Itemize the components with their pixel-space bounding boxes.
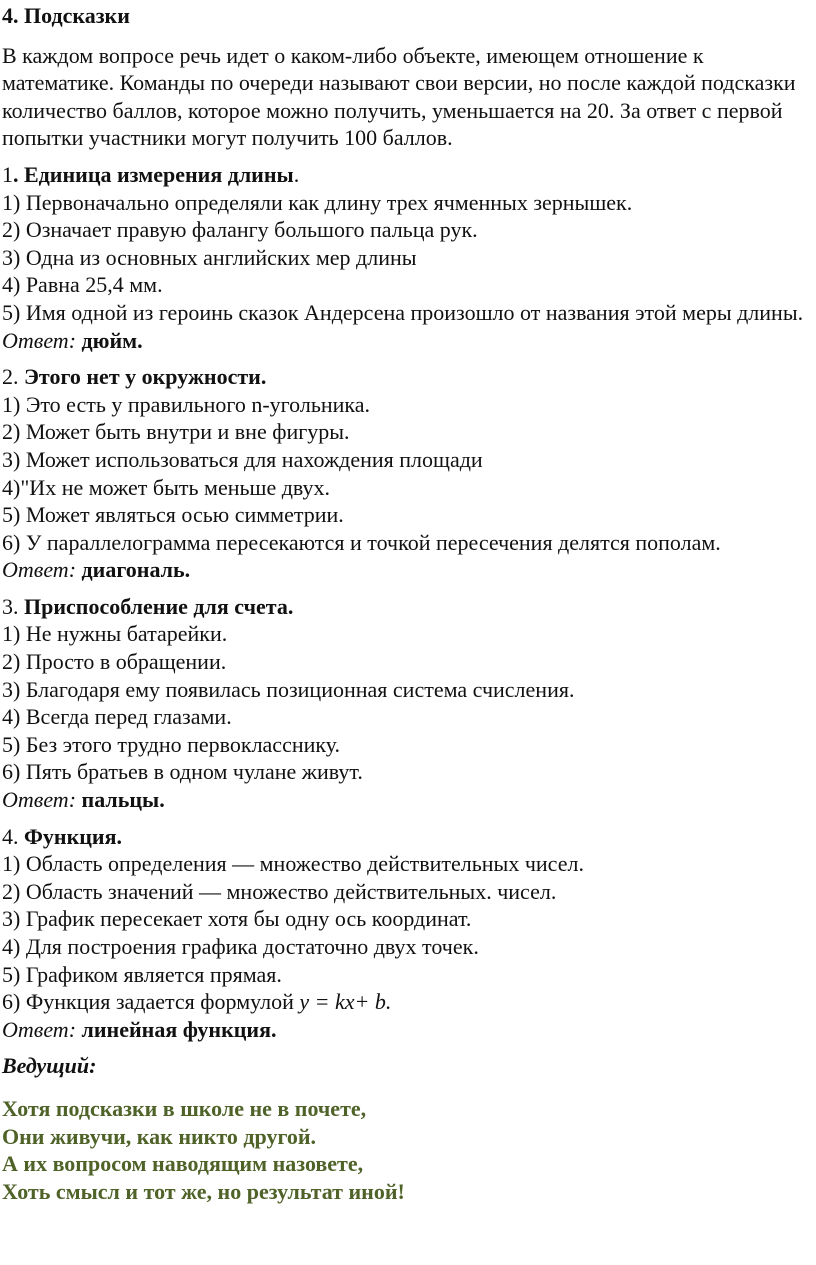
hint-line: 6) Функция задается формулой y = kx+ b.	[2, 989, 392, 1015]
question-3	[2, 593, 816, 814]
question-4	[2, 823, 816, 1044]
section-title: 4. Подсказки	[2, 3, 130, 28]
hint-line: 5) Имя одной из героинь сказок Андерсена произошло от названия этой меры длины.	[2, 299, 804, 325]
question-heading: 1. Единица измерения длины.	[2, 161, 300, 187]
answer-value: диагональ.	[81, 557, 191, 583]
answer-value: дюйм.	[81, 327, 143, 353]
question-title: Функция.	[24, 823, 123, 849]
question-heading: 3. Приспособление для счета.	[2, 593, 294, 619]
answer-label: Ответ:	[2, 787, 77, 813]
hint-line: 3) Благодаря ему появилась позиционная система счисления.	[2, 676, 575, 702]
hint-line: 4) Равна 25,4 мм.	[2, 272, 163, 298]
answer-label: Ответ:	[2, 1016, 77, 1042]
hint-line: 4) Всегда перед глазами.	[2, 704, 232, 730]
answer-line	[2, 327, 816, 355]
hint-line: 2) Означает правую фалангу большого пальца рук.	[2, 217, 478, 243]
answer-label: Ответ:	[2, 557, 77, 583]
poem	[2, 1095, 816, 1206]
poem-line: А их вопросом наводящим назовете,	[2, 1151, 364, 1177]
hint-line: 2) Область значений — множество действительных. чисел.	[2, 878, 557, 904]
answer-value: пальцы.	[81, 787, 165, 813]
question-1	[2, 161, 816, 354]
poem-line: Хоть смысл и тот же, но результат иной!	[2, 1179, 405, 1205]
question-heading: 4. Функция.	[2, 823, 123, 849]
formula: y = kx+ b.	[299, 989, 392, 1015]
question-title: Этого нет у окружности.	[24, 364, 267, 390]
intro-paragraph: В каждом вопросе речь идет о каком-либо объекте, имеющем отношение к математике. Команды по очереди называют свои версии, но после каждой подсказки количество баллов, которое можно получить, уменьшается на 20. За ответ с первой попытки участники могут получить 100 баллов.	[2, 42, 796, 151]
hint-line: 1) Это есть у правильного n-угольника.	[2, 391, 371, 417]
hint-line: 1) Не нужны батарейки.	[2, 621, 228, 647]
poem-line: Они живучи, как никто другой.	[2, 1123, 317, 1149]
hint-line: 3) График пересекает хотя бы одну ось координат.	[2, 906, 472, 932]
hint-line: 2) Просто в обращении.	[2, 649, 227, 675]
hint-line: 6) Пять братьев в одном чулане живут.	[2, 759, 363, 785]
hint-line: 4)"Их не может быть меньше двух.	[2, 474, 331, 500]
hint-line: 5) Графиком является прямая.	[2, 961, 282, 987]
answer-line	[2, 786, 816, 814]
hint-line: 4) Для построения графика достаточно двух точек.	[2, 934, 479, 959]
host-label: Ведущий:	[2, 1053, 97, 1079]
answer-line	[2, 1016, 816, 1044]
hint-line: 1) Первоначально определяли как длину трех ячменных зернышек.	[2, 189, 633, 215]
question-title: Приспособление для счета.	[24, 593, 294, 619]
hint-line: 5) Может являться осью симметрии.	[2, 502, 344, 528]
hint-line: 5) Без этого трудно первокласснику.	[2, 731, 341, 757]
answer-value: линейная функция.	[81, 1016, 277, 1042]
question-heading: 2. Этого нет у окружности.	[2, 364, 267, 390]
answer-label: Ответ:	[2, 327, 77, 353]
poem-line: Хотя подсказки в школе не в почете,	[2, 1095, 367, 1121]
hint-line: 2) Может быть внутри и вне фигуры.	[2, 419, 350, 445]
hint-line: 1) Область определения — множество действительных чисел.	[2, 851, 584, 877]
question-2	[2, 363, 816, 584]
hint-line: 3) Может использоваться для нахождения площади	[2, 446, 483, 472]
hint-line: 3) Одна из основных английских мер длины	[2, 244, 417, 270]
hint-line: 6) У параллелограмма пересекаются и точкой пересечения делятся пополам.	[2, 529, 721, 555]
question-title: Единица измерения длины	[24, 161, 294, 187]
answer-line	[2, 556, 816, 584]
